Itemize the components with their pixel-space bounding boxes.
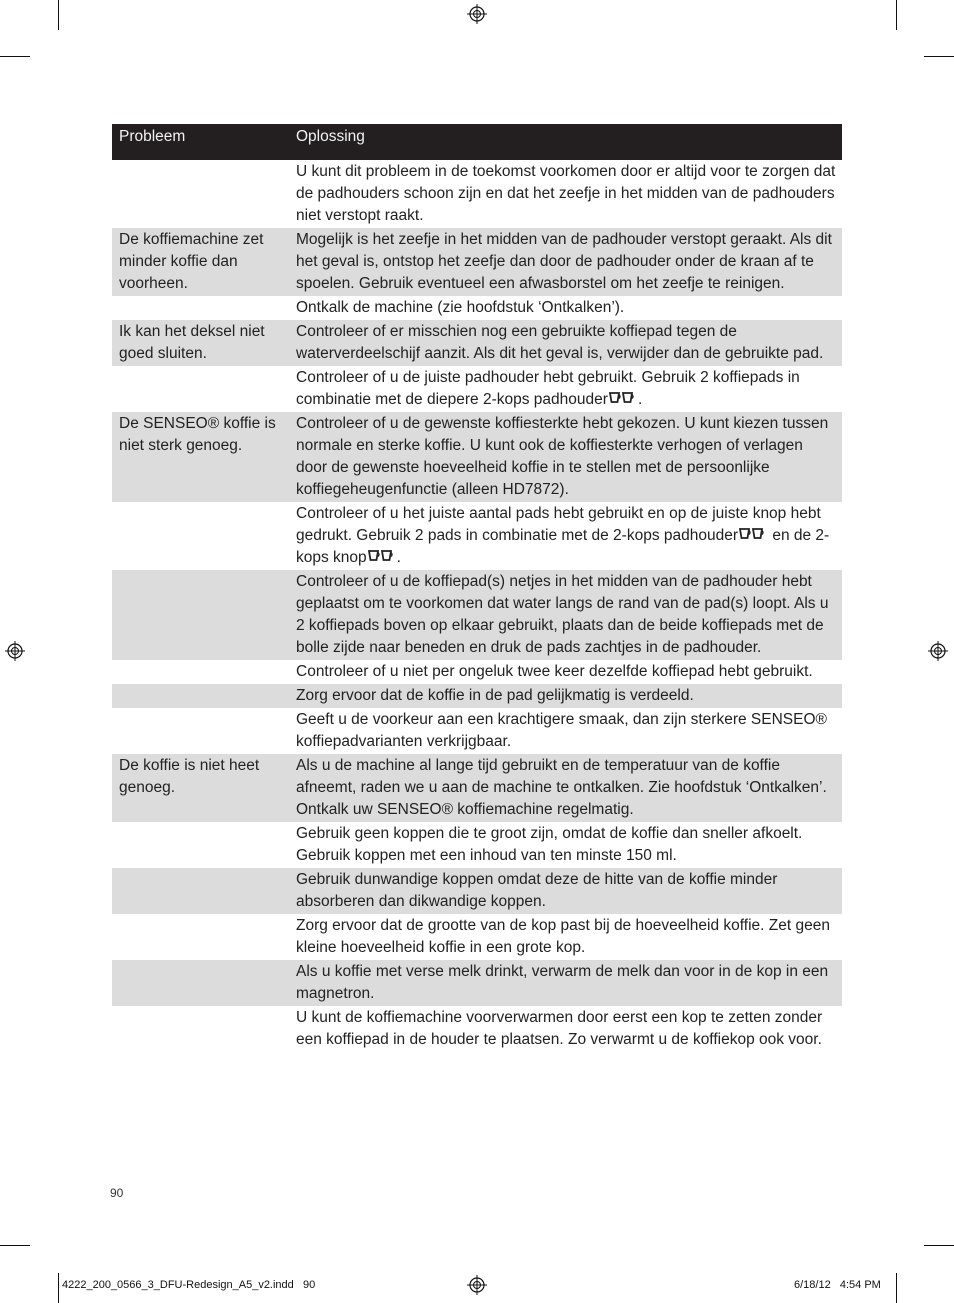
table-row [112, 868, 842, 914]
footer-date: 6/18/12 4:54 PM [794, 1279, 881, 1291]
solution-text: Controleer of er misschien nog een gebruikte koffiepad tegen de waterverdeelschijf aanzit. Als dit het geval is, verwijder dan de gebruikte pad. [296, 323, 824, 362]
solution-cell [288, 412, 842, 502]
solution-cell [288, 868, 842, 914]
solution-text: Zorg ervoor dat de grootte van de kop past bij de hoeveelheid koffie. Zet geen kleine hoeveelheid koffie in een grote kop. [296, 917, 830, 956]
table-row [112, 412, 842, 502]
table-row [112, 822, 842, 868]
table-row [112, 570, 842, 660]
solution-cell [288, 660, 842, 684]
problem-cell: De SENSEO® koffie is niet sterk genoeg. [119, 415, 276, 454]
solution-cell [288, 914, 842, 960]
double-cup-icon [367, 547, 397, 569]
solution-cell [288, 502, 842, 570]
solution-text-tail: . [637, 391, 643, 408]
registration-mark-icon [5, 641, 25, 661]
problem-cell [112, 960, 288, 1006]
problem-cell [112, 366, 288, 412]
problem-cell: De koffiemachine zet minder koffie dan voorheen. [119, 231, 264, 292]
table-row [112, 960, 842, 1006]
header-problem: Probleem [119, 128, 186, 145]
solution-cell [288, 822, 842, 868]
crop-mark [896, 0, 897, 30]
table-body [112, 160, 842, 1052]
problem-cell [112, 868, 288, 914]
crop-mark [58, 0, 59, 30]
double-cup-icon [738, 525, 768, 547]
table-row [112, 296, 842, 320]
solution-text: Controleer of u de koffiepad(s) netjes in het midden van de padhouder hebt geplaatst om te voorkomen dat water langs de rand van de pad(s) loopt. Als u 2 koffiepads boven op elkaar gebruikt, plaats dan de beide koffiepads met de bolle zijde naar beneden en druk de pads zachtjes in de padhouder. [296, 573, 829, 656]
table-row [112, 684, 842, 708]
problem-cell: Ik kan het deksel niet goed sluiten. [119, 323, 265, 362]
solution-cell [288, 960, 842, 1006]
crop-mark [0, 56, 30, 57]
problem-cell [112, 1006, 288, 1052]
problem-cell [112, 708, 288, 754]
footer-filename: 4222_200_0566_3_DFU-Redesign_A5_v2.indd 90 [62, 1279, 316, 1291]
table-row [112, 754, 842, 822]
solution-cell [288, 320, 842, 366]
solution-cell [288, 366, 842, 412]
crop-mark [0, 1245, 30, 1246]
registration-mark-icon [928, 641, 948, 661]
registration-mark-icon [467, 4, 487, 24]
problem-cell [112, 296, 288, 320]
problem-cell [112, 822, 288, 868]
problem-cell [112, 570, 288, 660]
table-row [112, 660, 842, 684]
registration-mark-icon [467, 1275, 487, 1295]
solution-cell [288, 708, 842, 754]
solution-cell [288, 160, 842, 228]
solution-text: Mogelijk is het zeefje in het midden van de padhouder verstopt geraakt. Als dit het geval is, ontstop het zeefje dan door de padhouder onder de kraan af te spoelen. Gebruik eventueel een afwasborstel om het zeefje te reinigen. [296, 231, 832, 292]
table-row [112, 914, 842, 960]
troubleshooting-table [112, 124, 842, 1052]
crop-mark [924, 1245, 954, 1246]
table-row [112, 1006, 842, 1052]
crop-mark [58, 1273, 59, 1303]
problem-cell [112, 160, 288, 228]
crop-mark [896, 1273, 897, 1303]
solution-text: U kunt dit probleem in de toekomst voorkomen door er altijd voor te zorgen dat de padhouders schoon zijn en dat het zeefje in het midden van de padhouders niet verstopt raakt. [296, 163, 836, 224]
header-solution: Oplossing [296, 128, 365, 145]
problem-cell [112, 660, 288, 684]
table-row [112, 320, 842, 366]
solution-text: Controleer of u de gewenste koffiesterkte hebt gekozen. U kunt kiezen tussen normale en sterke koffie. U kunt ook de koffiesterkte verhogen of verlagen door de gewenste hoeveelheid koffie in te stellen met de persoonlijke koffiegeheugenfunctie (alleen HD7872). [296, 415, 829, 498]
solution-cell [288, 684, 842, 708]
solution-text: U kunt de koffiemachine voorverwarmen door eerst een kop te zetten zonder een koffiepad in de houder te plaatsen. Zo verwarmt u de koffiekop ook voor. [296, 1009, 823, 1048]
solution-cell [288, 754, 842, 822]
solution-cell [288, 1006, 842, 1052]
table-header [112, 124, 842, 160]
problem-cell [112, 914, 288, 960]
table-row [112, 366, 842, 412]
solution-text-tail: . [396, 549, 401, 566]
solution-text: Zorg ervoor dat de koffie in de pad gelijkmatig is verdeeld. [296, 687, 694, 704]
problem-cell [112, 684, 288, 708]
solution-text: Gebruik dunwandige koppen omdat deze de hitte van de koffie minder absorberen dan dikwandige koppen. [296, 871, 778, 910]
solution-text: Gebruik geen koppen die te groot zijn, omdat de koffie dan sneller afkoelt. Gebruik koppen met een inhoud van ten minste 150 ml. [296, 825, 803, 864]
solution-text: Controleer of u niet per ongeluk twee keer dezelfde koffiepad hebt gebruikt. [296, 663, 813, 680]
crop-mark [924, 56, 954, 57]
solution-text: Als u koffie met verse melk drinkt, verwarm de melk dan voor in de kop in een magnetron. [296, 963, 829, 1002]
double-cup-icon [608, 389, 638, 411]
solution-text: Geeft u de voorkeur aan een krachtigere smaak, dan zijn sterkere SENSEO® koffiepadvarianten verkrijgbaar. [296, 711, 827, 750]
table-row [112, 502, 842, 570]
table-row [112, 160, 842, 228]
problem-cell [112, 502, 288, 570]
solution-text-mid: en de 2-kops knop [296, 527, 830, 566]
solution-text: Controleer of u de juiste padhouder hebt gebruikt. Gebruik 2 koffiepads in combinatie met de diepere 2-kops padhouder [296, 369, 800, 408]
problem-cell: De koffie is niet heet genoeg. [119, 757, 260, 796]
solution-cell [288, 228, 842, 296]
solution-text: Ontkalk de machine (zie hoofdstuk ‘Ontkalken’). [296, 299, 625, 316]
table-row [112, 228, 842, 296]
table-row [112, 708, 842, 754]
solution-cell [288, 570, 842, 660]
page-number: 90 [110, 1186, 124, 1200]
solution-cell [288, 296, 842, 320]
solution-text: Als u de machine al lange tijd gebruikt en de temperatuur van de koffie afneemt, raden we u aan de machine te ontkalken. Zie hoofdstuk ‘Ontkalken’. Ontkalk uw SENSEO® koffiemachine regelmatig. [296, 757, 827, 818]
solution-text: Controleer of u het juiste aantal pads hebt gebruikt en op de juiste knop hebt gedrukt. Gebruik 2 pads in combinatie met de 2-kops padhouder [296, 505, 821, 544]
